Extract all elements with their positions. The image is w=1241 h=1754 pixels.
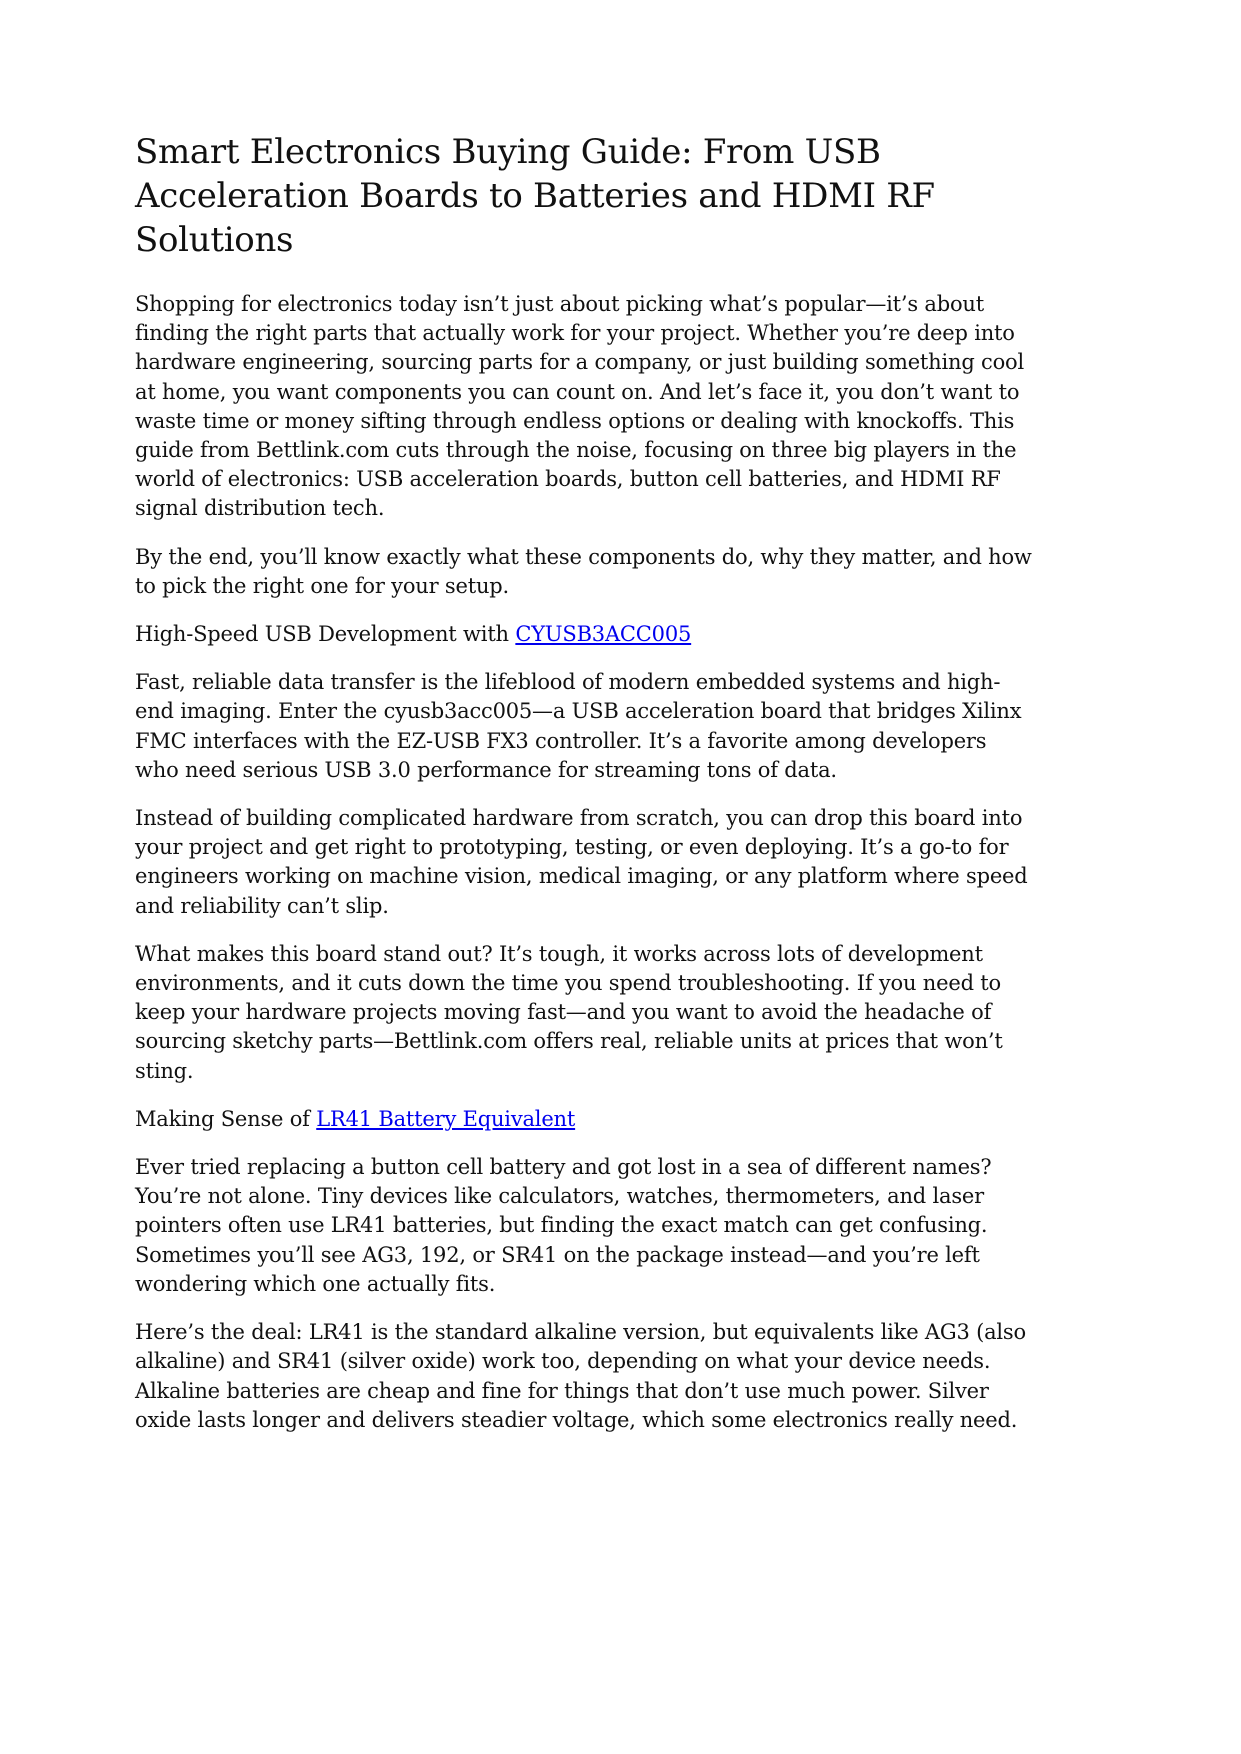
text-line: hardware engineering, sourcing parts for a company, or just building something cool: [135, 350, 1025, 375]
paragraph: [135, 290, 1025, 524]
text-line: pointers often use LR41 batteries, but finding the exact match can get confusing.: [135, 1213, 988, 1238]
paragraph: [135, 940, 1003, 1086]
text-line: world of electronics: USB acceleration boards, button cell batteries, and HDMI RF: [135, 467, 1001, 492]
paragraph: [135, 668, 1022, 785]
paragraph: [135, 804, 1028, 921]
text-line: Here’s the deal: LR41 is the standard alkaline version, but equivalents like AG3 (also: [135, 1320, 1026, 1345]
cyusb3acc005-link[interactable]: CYUSB3ACC005: [515, 622, 692, 647]
text-line: finding the right parts that actually work for your project. Whether you’re deep into: [135, 321, 1015, 346]
text-line: Smart Electronics Buying Guide: From USB: [135, 132, 881, 172]
section-heading-battery: Making Sense of LR41 Battery Equivalent: [135, 1106, 576, 1131]
text-line: What makes this board stand out? It’s tough, it works across lots of development: [135, 941, 983, 966]
paragraph: [135, 543, 1032, 601]
text-line: Sometimes you’ll see AG3, 192, or SR41 on the package instead—and you’re left: [135, 1242, 980, 1267]
text-line: sting.: [135, 1058, 194, 1083]
text-line: keep your hardware projects moving fast—and you want to avoid the headache of: [135, 1000, 992, 1025]
battery-section: [135, 1153, 1026, 1435]
text-line: Alkaline batteries are cheap and fine for things that don’t use much power. Silver: [135, 1378, 989, 1403]
text-line: environments, and it cuts down the time you spend troubleshooting. If you need to: [135, 971, 1001, 996]
text-line: waste time or money sifting through endless options or dealing with knockoffs. This: [135, 408, 1015, 433]
document-page: [135, 130, 1032, 1454]
text-line: Ever tried replacing a button cell battery and got lost in a sea of different names?: [135, 1155, 992, 1180]
text-line: Solutions: [135, 220, 294, 260]
paragraph: [135, 1318, 1026, 1435]
text-line: Shopping for electronics today isn’t just about picking what’s popular—it’s about: [135, 292, 984, 316]
intro-section: [135, 290, 1032, 601]
text-line: Acceleration Boards to Batteries and HDMI RF: [135, 176, 935, 216]
text-line: alkaline) and SR41 (silver oxide) work too, depending on what your device needs.: [135, 1349, 991, 1374]
text-line: Fast, reliable data transfer is the lifeblood of modern embedded systems and high-: [135, 670, 1001, 695]
text-line: your project and get right to prototyping, testing, or even deploying. It’s a go-to for: [135, 835, 1009, 860]
text-line: oxide lasts longer and delivers steadier voltage, which some electronics really need.: [135, 1407, 1018, 1432]
text-line: engineers working on machine vision, medical imaging, or any platform where speed: [135, 864, 1028, 889]
section-heading-usb: High-Speed USB Development with CYUSB3ACC005: [135, 622, 692, 647]
text-line: Instead of building complicated hardware from scratch, you can drop this board into: [135, 806, 1023, 831]
text-line: at home, you want components you can count on. And let’s face it, you don’t want to: [135, 379, 1020, 404]
page-title: [135, 130, 995, 262]
text-line: end imaging. Enter the cyusb3acc005—a USB acceleration board that bridges Xilinx: [135, 699, 1022, 724]
lr41-battery-link[interactable]: LR41 Battery Equivalent: [316, 1106, 576, 1131]
text-line: FMC interfaces with the EZ-USB FX3 controller. It’s a favorite among developers: [135, 728, 987, 753]
usb-section: [135, 668, 1028, 1086]
text-line: signal distribution tech.: [135, 496, 385, 521]
text-line: who need serious USB 3.0 performance for streaming tons of data.: [135, 757, 837, 782]
text-line: By the end, you’ll know exactly what these components do, why they matter, and how: [135, 544, 1032, 569]
text-line: sourcing sketchy parts—Bettlink.com offers real, reliable units at prices that won’t: [135, 1029, 1003, 1054]
text-line: You’re not alone. Tiny devices like calculators, watches, thermometers, and laser: [135, 1184, 984, 1209]
paragraph: [135, 1153, 995, 1299]
text-line: and reliability can’t slip.: [135, 893, 389, 918]
text-line: wondering which one actually fits.: [135, 1271, 496, 1296]
text-line: to pick the right one for your setup.: [135, 573, 510, 598]
text-line: guide from Bettlink.com cuts through the noise, focusing on three big players in the: [135, 438, 1017, 463]
